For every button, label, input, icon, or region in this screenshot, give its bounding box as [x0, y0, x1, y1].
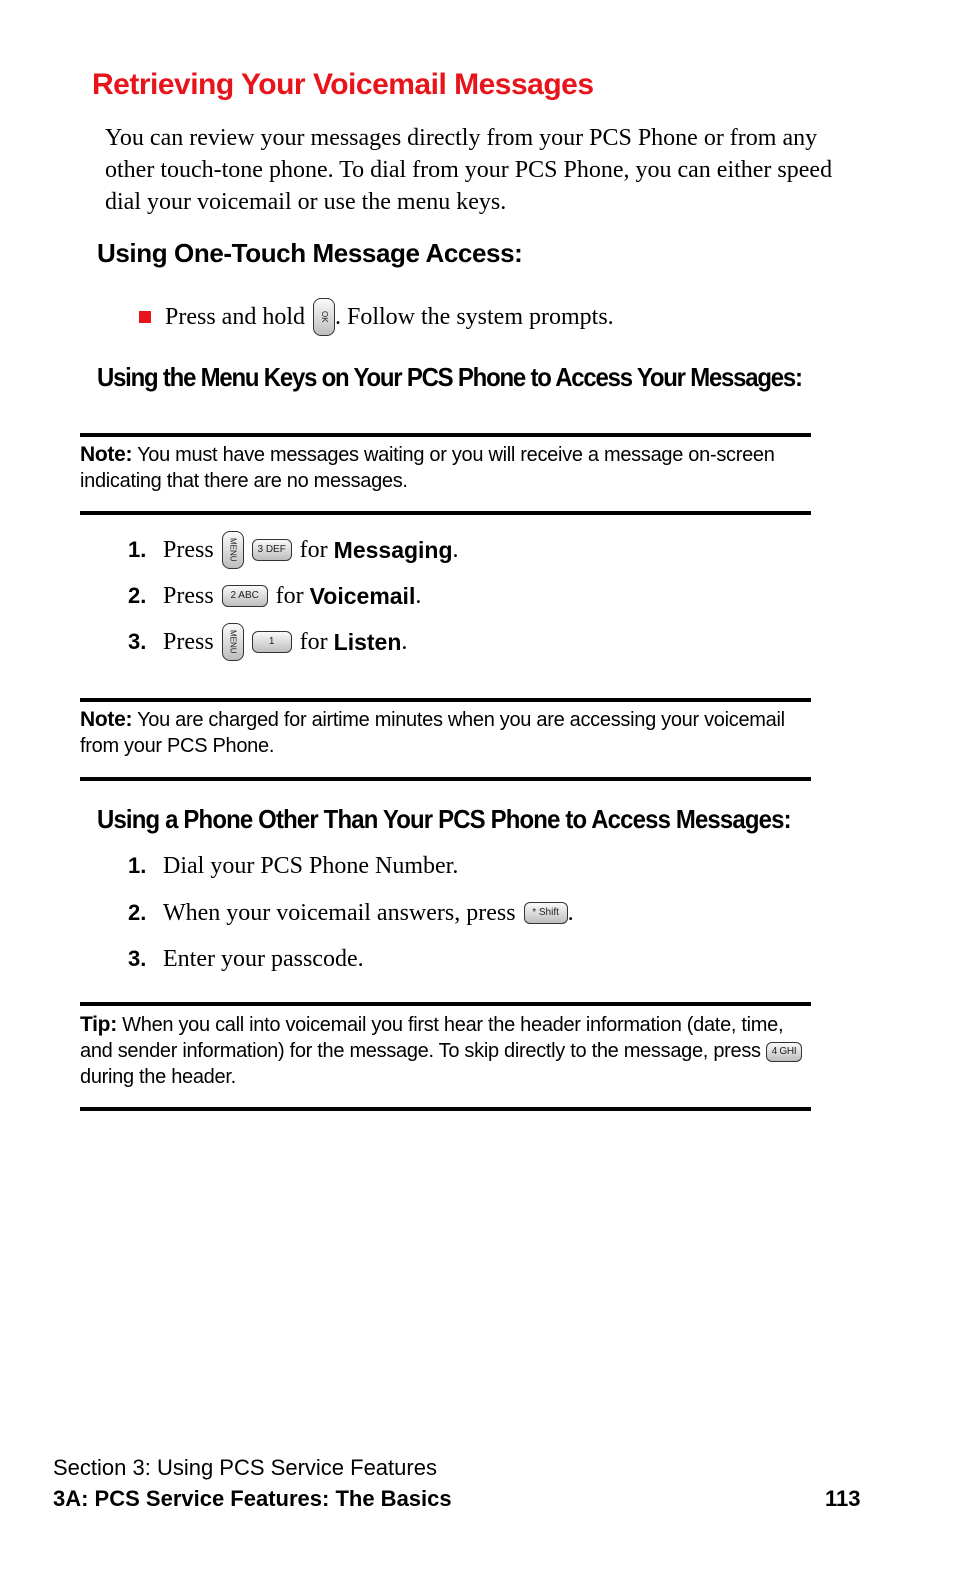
note-rule-bottom: [80, 511, 811, 515]
note2-rule-top: [80, 698, 811, 702]
key-2-icon: 2 ABC: [222, 585, 268, 607]
step-press: Press: [163, 628, 214, 655]
step-press: Press: [163, 536, 214, 563]
tip-rule-top: [80, 1002, 811, 1006]
step-target: Listen: [333, 628, 402, 655]
menu-key-icon: MENU: [222, 623, 244, 661]
note-rule-top: [80, 433, 811, 437]
tip-skip-header: [80, 1012, 810, 1090]
step-text: Enter your passcode.: [163, 945, 364, 972]
other-step-2: [128, 896, 574, 930]
ok-key-icon: OK: [313, 298, 335, 336]
tip-rule-bottom: [80, 1107, 811, 1111]
step-number: 3.: [128, 946, 147, 971]
step-target: Messaging: [333, 536, 453, 563]
star-shift-key-icon: * Shift: [524, 902, 568, 924]
intro-paragraph: You can review your messages directly from your PCS Phone or from any other touch-tone phone. To dial from your PCS Phone, you can either speed dial your voicemail or use the menu keys.: [105, 125, 833, 215]
note2-rule-bottom: [80, 777, 811, 781]
step-number: 3.: [128, 629, 147, 654]
step-target: Voicemail: [309, 582, 416, 609]
page-number: 113: [825, 1486, 861, 1511]
footer-section: Section 3: Using PCS Service Features: [53, 1455, 437, 1480]
step-text: Dial your PCS Phone Number.: [163, 852, 459, 879]
tip-label: Tip:: [80, 1013, 117, 1036]
other-step-1: [128, 849, 458, 883]
note-airtime: [80, 707, 810, 759]
menu-key-icon: MENU: [222, 531, 244, 569]
bullet-square-icon: [139, 311, 151, 323]
step-end: .: [415, 582, 422, 609]
note-text: You are charged for airtime minutes when you are accessing your voicemail from your PCS Phone.: [80, 709, 785, 757]
key-1-icon: 1: [252, 631, 292, 653]
bullet-text-after: . Follow the system prompts.: [335, 303, 614, 330]
menu-step-1: [128, 533, 459, 567]
step-for: for: [275, 582, 304, 609]
note-messages-waiting: [80, 442, 810, 494]
step-end: .: [452, 536, 459, 563]
note-label: Note:: [80, 708, 133, 731]
step-press: Press: [163, 582, 214, 609]
tip-end: during the header.: [80, 1066, 236, 1088]
step-number: 1.: [128, 853, 147, 878]
menu-keys-heading: Using the Menu Keys on Your PCS Phone to Access Your Messages:: [97, 362, 802, 392]
menu-step-3: [128, 625, 407, 659]
menu-step-2: [128, 579, 421, 613]
note-text: You must have messages waiting or you will receive a message on-screen indicating that there are no messages.: [80, 444, 775, 492]
step-number: 2.: [128, 900, 147, 925]
tip-text: When you call into voicemail you first hear the header information (date, time, and sender information) for the message. To skip directly to the message, press: [80, 1014, 784, 1062]
key-4-icon: 4 GHI: [766, 1042, 802, 1062]
other-step-3: [128, 942, 364, 976]
other-phone-heading: Using a Phone Other Than Your PCS Phone to Access Messages:: [97, 804, 791, 834]
step-number: 1.: [128, 537, 147, 562]
step-for: for: [299, 536, 328, 563]
step-end: .: [567, 899, 574, 926]
step-number: 2.: [128, 583, 147, 608]
one-touch-bullet: [139, 298, 614, 336]
step-text: When your voicemail answers, press: [163, 899, 516, 926]
one-touch-heading: Using One-Touch Message Access:: [97, 238, 523, 268]
note-label: Note:: [80, 443, 133, 466]
bullet-text-before: Press and hold: [165, 303, 305, 330]
step-for: for: [299, 628, 328, 655]
page-title: Retrieving Your Voicemail Messages: [92, 68, 594, 101]
key-3-icon: 3 DEF: [252, 539, 292, 561]
step-end: .: [401, 628, 408, 655]
footer-chapter: 3A: PCS Service Features: The Basics: [53, 1486, 452, 1511]
